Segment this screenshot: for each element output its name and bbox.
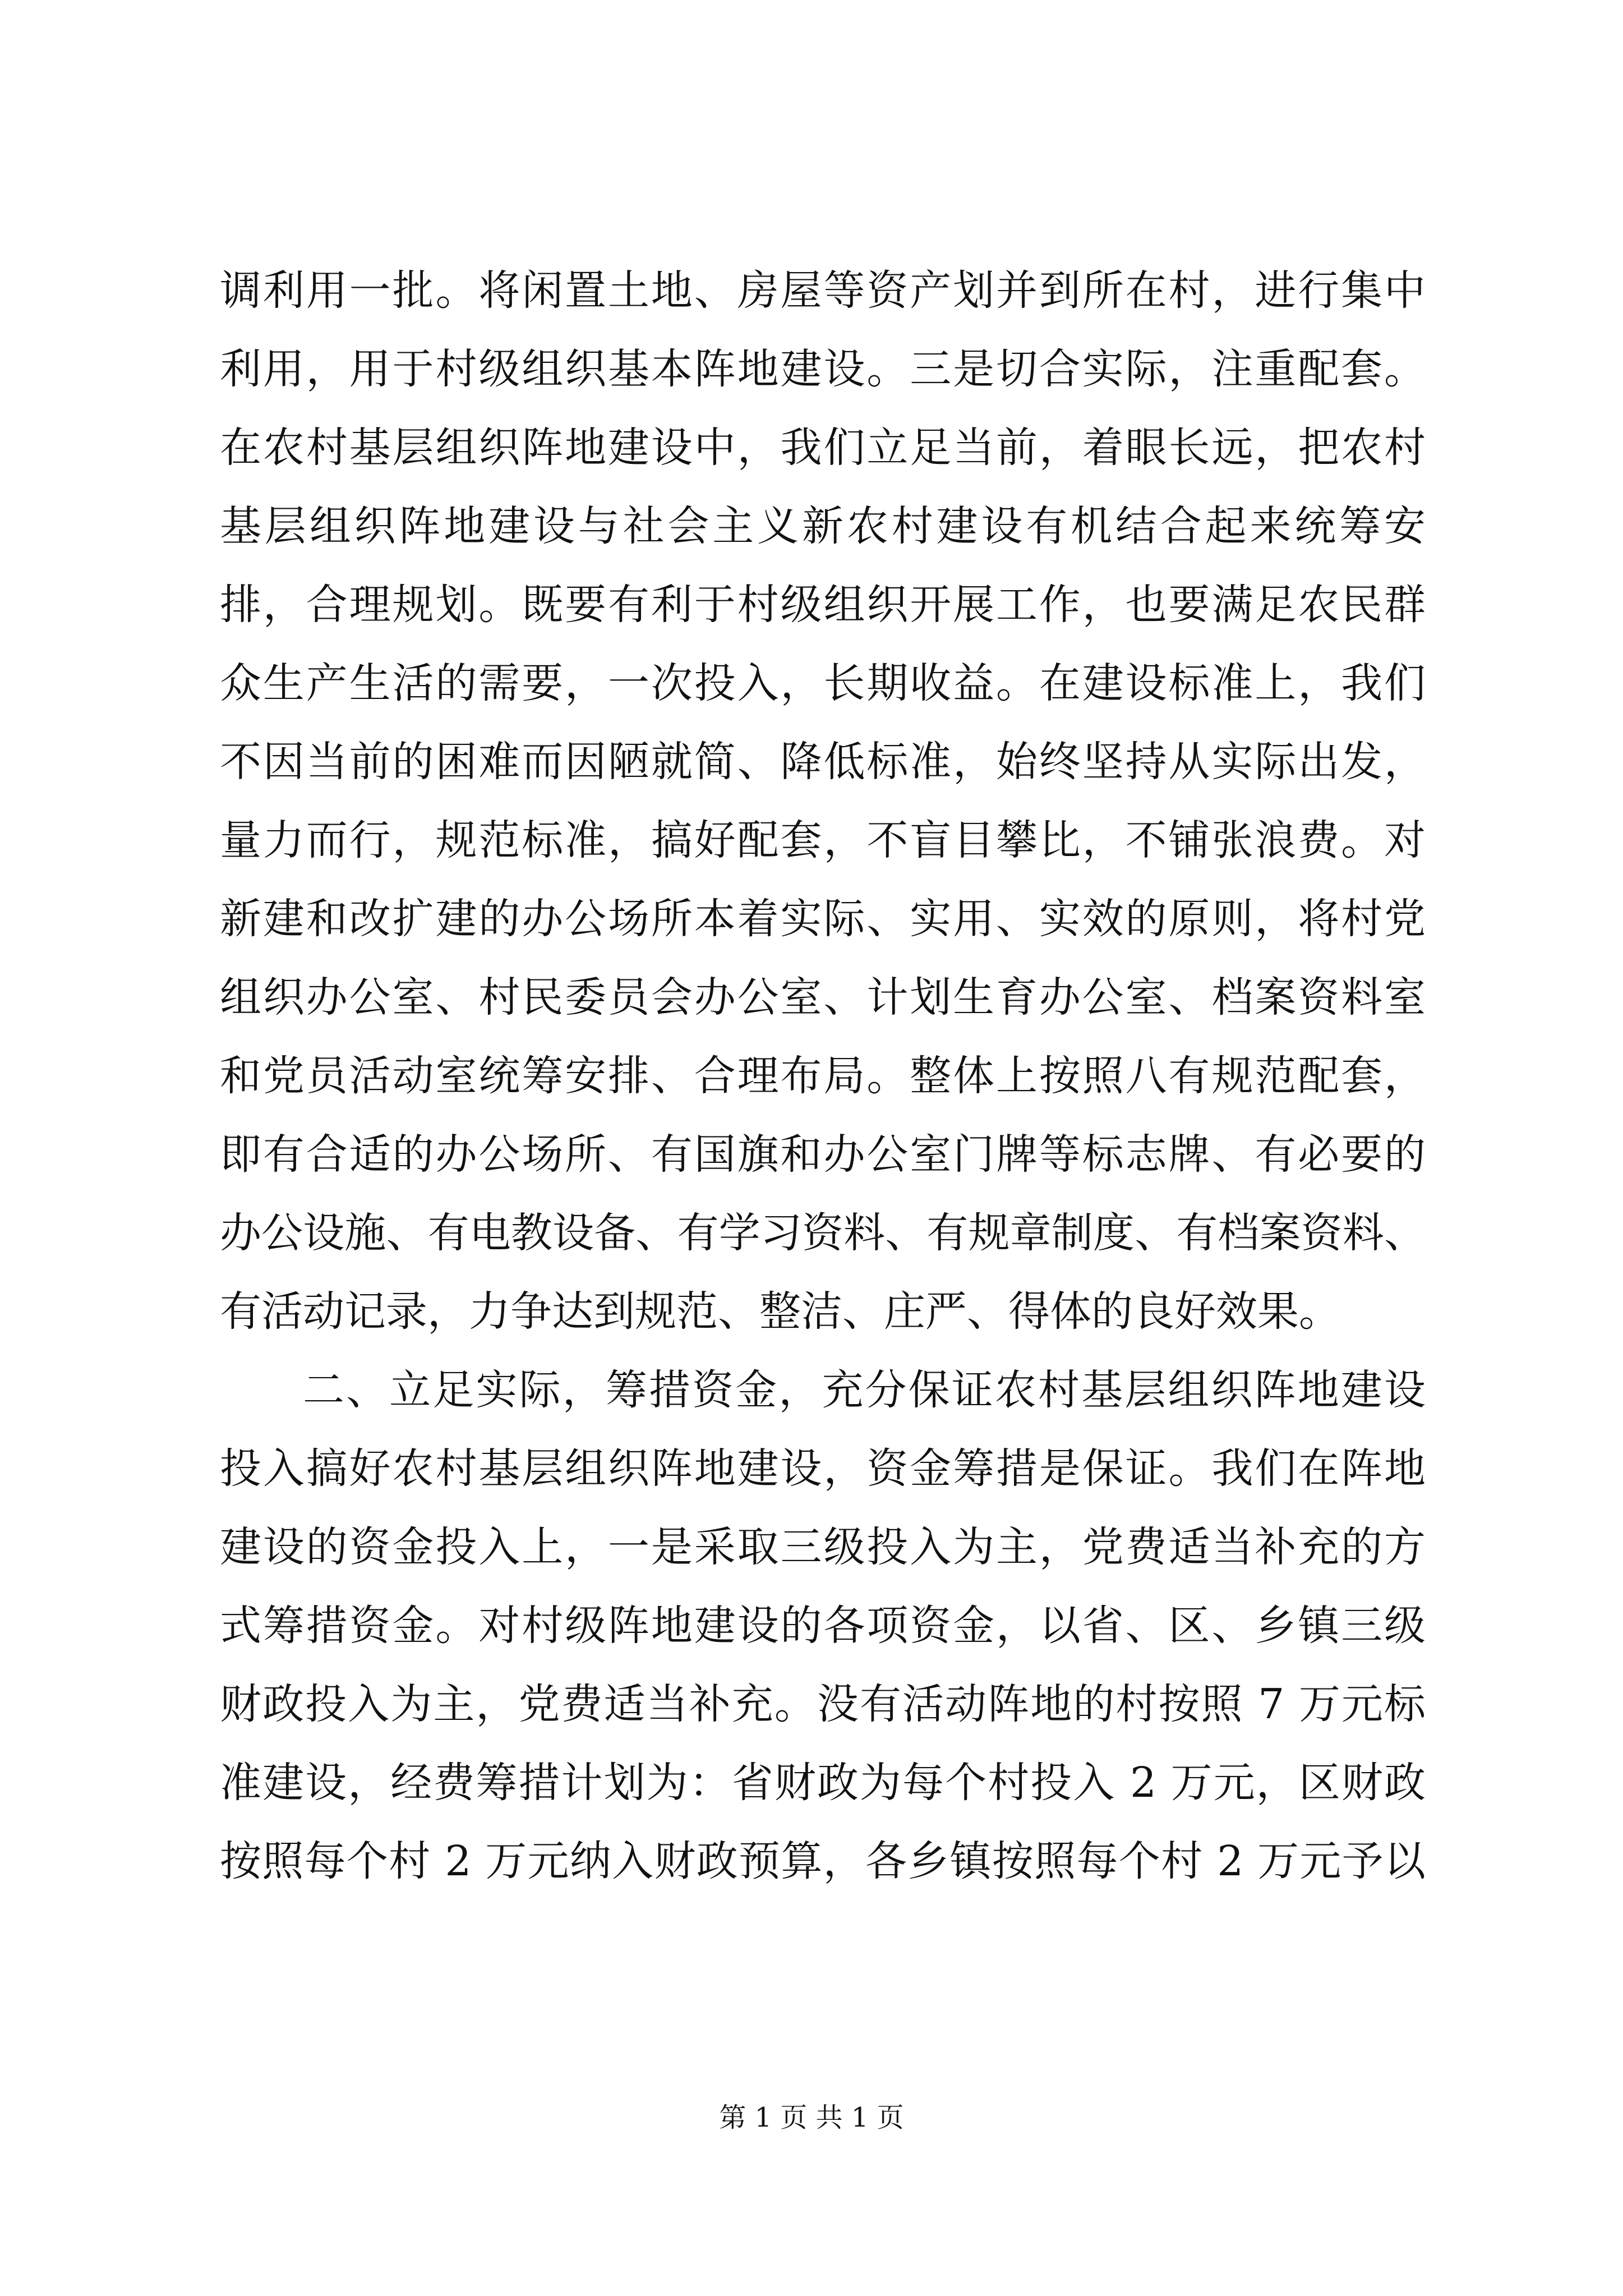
text-line: 调利用一批。将闲置土地、房屋等资产划并到所在村，进行集中 <box>220 266 1426 315</box>
text-line: 财政投入为主，党费适当补充。没有活动阵地的村按照 7 万元标 <box>220 1680 1426 1728</box>
text-line: 即有合适的办公场所、有国旗和办公室门牌等标志牌、有必要的 <box>220 1130 1426 1179</box>
section-heading-line: 二、立足实际，筹措资金，充分保证农村基层组织阵地建设 <box>303 1366 1426 1414</box>
text-line: 建设的资金投入上，一是采取三级投入为主，党费适当补充的方 <box>220 1523 1426 1571</box>
text-line: 式筹措资金。对村级阵地建设的各项资金，以省、区、乡镇三级 <box>220 1602 1426 1650</box>
text-line: 投入搞好农村基层组织阵地建设，资金筹措是保证。我们在阵地 <box>220 1444 1426 1493</box>
page-footer <box>0 2098 1623 2137</box>
text-line: 量力而行，规范标准，搞好配套，不盲目攀比，不铺张浪费。对 <box>220 816 1426 864</box>
text-line: 和党员活动室统筹安排、合理布局。整体上按照八有规范配套， <box>220 1052 1426 1100</box>
text-line: 组织办公室、村民委员会办公室、计划生育办公室、档案资料室 <box>220 973 1426 1022</box>
text-line: 利用，用于村级组织基本阵地建设。三是切合实际，注重配套。 <box>220 345 1426 393</box>
text-line: 办公设施、有电教设备、有学习资料、有规章制度、有档案资料、 <box>220 1209 1426 1257</box>
text-line: 准建设，经费筹措计划为：省财政为每个村投入 2 万元，区财政 <box>220 1759 1426 1807</box>
page-number-label: 第 1 页 共 1 页 <box>719 2102 904 2133</box>
text-line: 排，合理规划。既要有利于村级组织开展工作，也要满足农民群 <box>220 581 1426 629</box>
text-line: 按照每个村 2 万元纳入财政预算，各乡镇按照每个村 2 万元予以 <box>220 1837 1426 1885</box>
text-line: 在农村基层组织阵地建设中，我们立足当前，着眼长远，把农村 <box>220 424 1426 472</box>
text-line: 众生产生活的需要，一次投入，长期收益。在建设标准上，我们 <box>220 659 1426 707</box>
text-line: 新建和改扩建的办公场所本着实际、实用、实效的原则，将村党 <box>220 895 1426 943</box>
text-line: 基层组织阵地建设与社会主义新农村建设有机结合起来统筹安 <box>220 502 1426 550</box>
text-line: 有活动记录，力争达到规范、整洁、庄严、得体的良好效果。 <box>220 1287 1340 1336</box>
body-text <box>220 251 1426 1901</box>
text-line: 不因当前的困难而因陋就简、降低标准，始终坚持从实际出发， <box>220 738 1426 786</box>
